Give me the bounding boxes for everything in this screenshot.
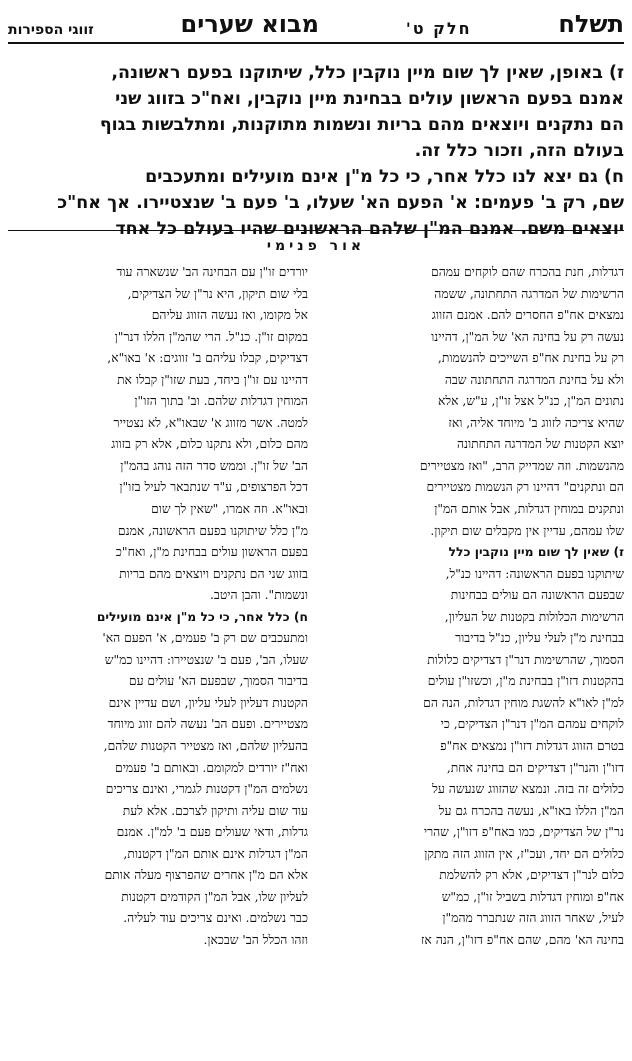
commentary-line: ונתקנים במוחין דגדלות, אבל אותם המ"ן <box>434 502 624 517</box>
commentary-line: שעלו, הב', פעם ב' שנצטיירו: דהיינו כמ"ש <box>104 652 308 667</box>
commentary-line: גדלות, ודאי שעולים פעם ב' למ"ן. אמנם <box>116 825 308 840</box>
commentary-line: הקטנות דעליון לעלי עליון, ושם עדיין אינם <box>108 695 308 710</box>
commentary-line: לעליון שלו, אבל המ"ן הקודמים דקטנות <box>121 889 308 904</box>
commentary-line: אלא הם מ"ן אחרים שהפרצוף מעלה אותם <box>104 868 308 883</box>
commentary-line: מצטיירים. ופעם הב' נעשה להם זווג מיוחד <box>107 717 308 732</box>
commentary-line: בחינה הא' מהם, שהם אח"פ דזו"ן, הנה אז <box>421 932 624 947</box>
book-title: מבוא שערים <box>180 10 320 38</box>
divider <box>8 230 624 231</box>
commentary-line: כלום לנר"ן דצדיקים, אלא רק להשלמת <box>439 868 624 883</box>
commentary-line: דצדיקים, קבלו עליהם ב' זווגים: א' באו"א, <box>107 351 308 366</box>
commentary-line: בלי שום תיקון, היא נר"ן של הצדיקים, <box>127 286 308 301</box>
main-line: יוצאים משם. אמנם המ"ן שלהם הראשונים שהיו בעולם כל אחד <box>115 219 624 239</box>
commentary-line: ומתעכבים שם רק ב' פעמים, א' הפעם הא' <box>102 631 308 646</box>
commentary-line: המ"ן דגדלות אינם אותם המ"ן דקטנות, <box>123 846 308 861</box>
commentary-line: רק על בחינת אח"פ השייכים להנשמות, <box>437 351 624 366</box>
commentary-line: המ"ן הללו באו"א, נעשה בהכרח גם על <box>438 803 624 818</box>
commentary-line: עוד שום עליה ותיקון לצרכם. אלא לעת <box>122 803 308 818</box>
commentary-line: בהקטנות דזו"ן בבחינת מ"ן, וכשזו"ן עולים <box>427 674 624 689</box>
commentary-line: יורדים זו"ן עם הבחינה הב' שנשארה עוד <box>116 265 308 279</box>
commentary-line: נמצאים אח"פ החסרים להם. אמנם הזווג <box>431 308 624 323</box>
commentary-line: כבר נשלמים. ואינם צריכים עוד לעליה. <box>123 911 308 926</box>
commentary-line: דכל הפרצופים, ע"ד שנתבאר לעיל בזו"ן <box>119 480 308 495</box>
commentary-left-column <box>8 262 308 1052</box>
main-paragraph-z <box>8 60 624 164</box>
commentary-line: שבפעם הראשונה הם עולים בבחינות <box>450 588 624 603</box>
commentary-line: בבחינת מ"ן לעלי עליון, כנ"ל בדיבור <box>455 631 624 646</box>
commentary-line: ובאו"א. וזה אמרו, "שאין לך שום <box>151 502 308 517</box>
commentary-line: נעשה רק על בחינה הא' של המ"ן, דהיינו <box>431 329 624 344</box>
main-line: הם נתקנים ויוצאים מהם בריות ונשמות מתוקנות, ומתלבשות בגוף <box>99 115 624 135</box>
commentary-line: בטרם הזווג דגדלות דזו"ן נמצאים אח"פ <box>440 739 624 754</box>
commentary-line: במקום זו"ן. כנ"ל. הרי שהמ"ן הללו דנר"ן <box>114 329 308 344</box>
commentary-line: בפעם הראשון עולים בבחינת מ"ן, ואח"כ <box>115 545 308 560</box>
commentary-line: הרשימות של המדרגה התחתונה, ששמה <box>434 286 624 301</box>
commentary-line: כלולים הם יחד, ועכ"ז, אין הזווג הזה מתקן <box>424 846 624 861</box>
commentary-line: למ"ן לאו"א להשגת מוחין דגדלות, הנה הם <box>423 695 624 710</box>
commentary-line: לעיל, שאחר הזווג הזה שנתברר מהמ"ן <box>442 911 624 926</box>
main-line: שם, רק ב' פעמים: א' הפעם הא' שעלו, ב' פעם ב' שנצטיירו. אך אח"כ <box>57 193 624 213</box>
part-label: חלק ט' <box>405 19 472 38</box>
commentary-line: ונשמות". והבן היטב. <box>209 588 308 603</box>
commentary-line: נתונים המ"ן, כנ"ל אצל זו"ן, ע"ש, אלא <box>437 394 624 409</box>
commentary-line: לוקחים עמהם המ"ן דנר"ן הצדיקים, כי <box>440 717 624 732</box>
main-line: ז) באופן, שאין לך שום מיין נוקבין כלל, שיתוקנו בפעם ראשונה, <box>111 63 624 83</box>
main-line: בעולם הזה, וזכור כלל זה. <box>414 141 624 161</box>
section-title: זווגי הספירות <box>8 22 94 38</box>
commentary-line: בדיבור הסמוך, שבפעם הא' עולים עם <box>128 674 308 689</box>
commentary-right-column <box>324 262 624 1052</box>
commentary-line: דגדלות, חנת בהכרח שהם לוקחים עמהם <box>431 265 624 279</box>
commentary-line: הם ונתקנים" דהיינו רק הנשמות מצטיירים <box>426 480 624 495</box>
commentary-line: למטה. אשר מזווג א' שבאו"א, לא נצטייר <box>113 415 308 430</box>
commentary-line: מ"ן כלל שיתוקנו בפעם הראשונה, אמנם <box>117 523 308 538</box>
commentary-line: הב' של זו"ן. וממש סדר הזה נוהג בהמ"ן <box>120 458 308 473</box>
commentary-line: המוחין דגדלות שלהם. וב' בתוך הזו"ן <box>134 394 308 409</box>
commentary-line: ח) כלל אחר, כי כל מ"ן אינם מועילים <box>96 609 308 624</box>
commentary-line: שהיא צריכה לזווג ב' מיוחד אליה, ואז <box>448 415 624 430</box>
page-number: תשלח <box>558 10 624 38</box>
commentary-title: אור פנימי <box>266 238 366 254</box>
commentary-line: נר"ן של הצדיקים, כמו באח"פ דזו"ן, שהרי <box>423 825 624 840</box>
main-line: ח) גם יצא לנו כלל אחר, כי כל מ"ן אינם מועילים ומתעכבים <box>145 167 624 187</box>
commentary-line: בהעליון שלהם, ואז מצטייר הקטנות שלהם, <box>103 739 308 754</box>
commentary-line: מהם כלום, ולא נתקנו כלום, אלא רק בזווג <box>111 437 308 452</box>
commentary-line: נשלמים המ"ן דקטנות לגמרי, ואינם צריכים <box>105 782 308 797</box>
commentary-line: ז) שאין לך שום מיין נוקבין כלל <box>448 545 624 560</box>
commentary-line: דהיינו עם זו"ן ביחד, בעת שזו"ן קבלו את <box>117 372 308 387</box>
commentary-line: וזהו הכלל הב' שבכאן. <box>203 932 308 947</box>
commentary-line: כלולים זה בזה. ונמצא שהזווג שנעשה על <box>432 782 624 797</box>
commentary-line: בזווג שני הם נתקנים ויוצאים מהם בריות <box>119 566 308 581</box>
commentary-line: ואח"ז יורדים למקומם. ובאותם ב' פעמים <box>115 760 308 775</box>
commentary-line: שלו עמהם, עדיין אין מקבלים שום תיקון. <box>430 523 624 538</box>
commentary-line: ולא על בחינת המדרגה התחתונה שבה <box>444 372 624 387</box>
commentary-line: הרשימות הכלולות בקטנות של העליון, <box>444 609 624 624</box>
page-header <box>8 8 624 44</box>
commentary-line: מהנשמות. וזה שמדייק הרב, "ואז מצטיירים <box>419 458 624 473</box>
main-text <box>8 60 624 242</box>
main-line: אמנם בפעם הראשון עולים בבחינת מיין נוקבין, ואח"כ בזווג שני <box>115 89 624 109</box>
commentary-line: דזו"ן והנר"ן דצדיקים הם בחינה אחת, <box>446 760 624 775</box>
commentary-line: יוצא הקטנות של המדרגה התחתונה <box>456 437 624 452</box>
commentary-line: שיתוקנו בפעם הראשונה: דהיינו כנ"ל, <box>445 566 624 581</box>
commentary-line: הסמוך, שהרשימות דנר"ן דצדיקים כלולות <box>427 652 624 667</box>
commentary-line: אח"פ ומוחין דגדלות בשביל זו"ן, כמ"ש <box>441 889 624 904</box>
commentary-line: אל מקומו, ואז נעשה הזווג עליהם <box>151 308 308 323</box>
